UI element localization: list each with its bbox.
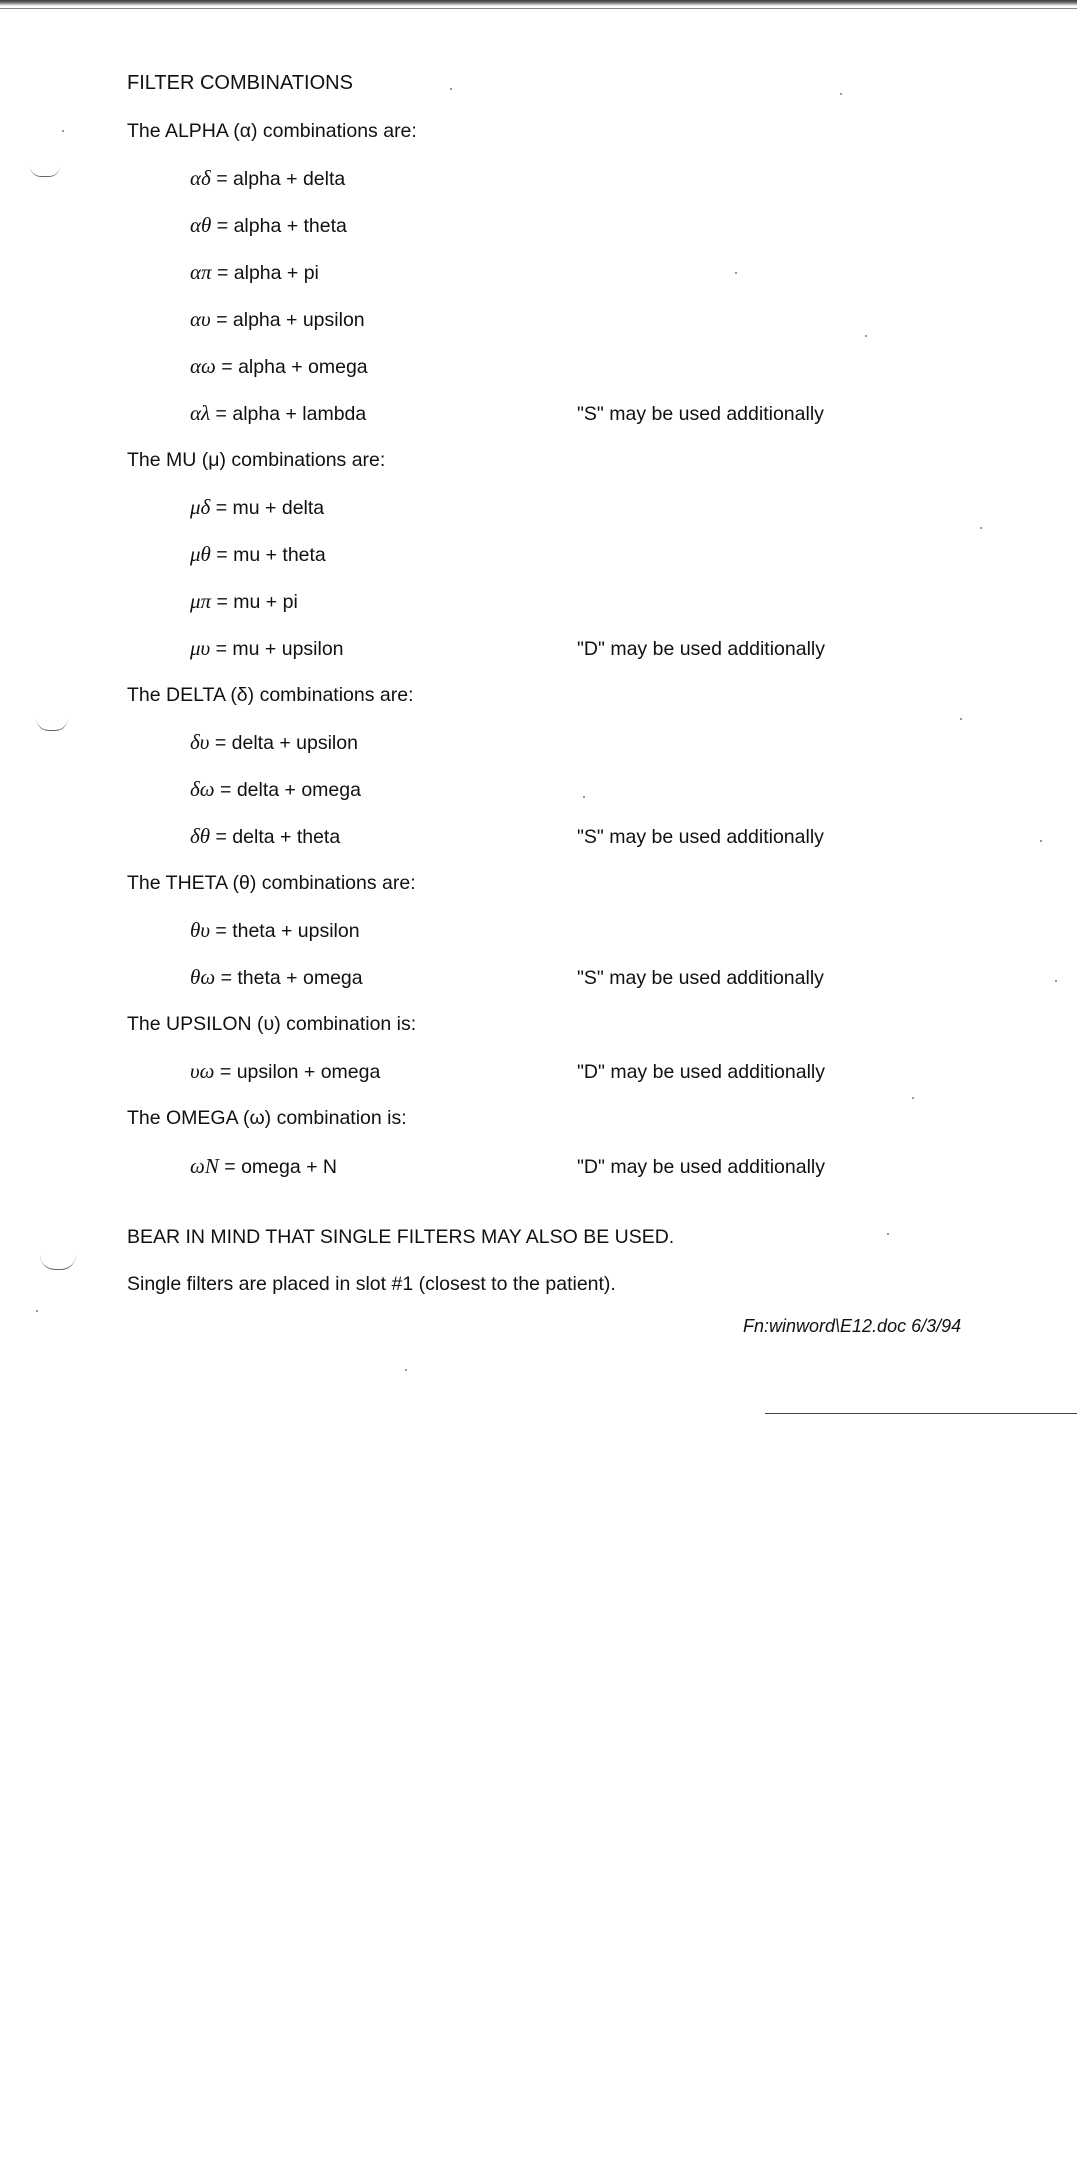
reminder-text: BEAR IN MIND THAT SINGLE FILTERS MAY ALSO BE USED. <box>127 1226 675 1248</box>
combo-symbol: δω <box>190 777 215 801</box>
section-heading-delta: The DELTA (δ) combinations are: <box>127 684 414 706</box>
file-reference-footer: Fn:winword\E12.doc 6/3/94 <box>743 1316 962 1336</box>
combo-text: = alpha + theta <box>216 215 347 237</box>
section-heading-omega: The OMEGA (ω) combination is: <box>127 1107 407 1129</box>
section-heading-alpha: The ALPHA (α) combinations are: <box>127 120 417 142</box>
combo-symbol: αυ <box>190 307 211 331</box>
combo-line <box>190 636 344 661</box>
additional-note: "D" may be used additionally <box>577 1061 825 1083</box>
combo-text: = alpha + lambda <box>215 403 367 425</box>
combo-text: = delta + upsilon <box>214 732 358 754</box>
scan-speck <box>735 272 737 274</box>
combo-text: = alpha + pi <box>216 262 319 284</box>
combo-symbol: θω <box>190 965 216 989</box>
combo-text: = alpha + delta <box>216 168 346 190</box>
additional-note: "S" may be used additionally <box>577 403 824 425</box>
combo-line <box>190 824 340 849</box>
additional-note: "D" may be used additionally <box>577 1156 825 1178</box>
combo-symbol: αλ <box>190 401 211 425</box>
combo-line <box>190 730 358 755</box>
combo-text: = omega + N <box>224 1156 337 1178</box>
single-filter-note: Single filters are placed in slot #1 (closest to the patient). <box>127 1273 616 1295</box>
combo-line <box>190 965 363 990</box>
combo-text: = theta + omega <box>220 967 363 989</box>
combo-line <box>190 918 360 943</box>
combo-symbol: μπ <box>190 589 212 613</box>
scan-speck <box>912 1097 914 1099</box>
scan-speck <box>887 1233 889 1235</box>
scan-speck <box>1055 980 1057 982</box>
combo-text: = delta + theta <box>215 826 341 848</box>
combo-symbol: απ <box>190 260 212 284</box>
combo-line <box>190 213 347 238</box>
section-heading-mu: The MU (μ) combinations are: <box>127 449 386 471</box>
scan-speck <box>865 335 867 337</box>
additional-note: "S" may be used additionally <box>577 967 824 989</box>
combo-text: = theta + upsilon <box>215 920 360 942</box>
section-heading-upsilon: The UPSILON (υ) combination is: <box>127 1013 417 1035</box>
combo-line <box>190 401 366 426</box>
combo-symbol: αω <box>190 354 216 378</box>
combo-line <box>190 777 361 802</box>
combo-line <box>190 354 368 379</box>
combo-symbol: μδ <box>190 495 211 519</box>
section-heading-theta: The THETA (θ) combinations are: <box>127 872 416 894</box>
scan-speck <box>450 88 452 90</box>
additional-note: "S" may be used additionally <box>577 826 824 848</box>
bottom-rule <box>765 1413 1077 1414</box>
combo-text: = mu + upsilon <box>215 638 344 660</box>
scan-mark <box>40 1255 76 1270</box>
scan-top-edge <box>0 0 1077 6</box>
scan-speck <box>36 1310 38 1312</box>
scan-speck <box>1040 840 1042 842</box>
combo-symbol: υω <box>190 1059 215 1083</box>
combo-text: = alpha + upsilon <box>216 309 365 331</box>
scan-speck <box>405 1369 407 1371</box>
combo-text: = mu + pi <box>216 591 298 613</box>
scan-top-line <box>0 8 1077 9</box>
scan-mark <box>36 718 68 731</box>
combo-symbol: δυ <box>190 730 210 754</box>
combo-symbol: μθ <box>190 542 211 566</box>
scan-speck <box>960 718 962 720</box>
combo-symbol: δθ <box>190 824 211 848</box>
scan-speck <box>840 93 842 95</box>
scan-speck <box>62 130 64 132</box>
combo-line <box>190 307 365 332</box>
combo-line <box>190 589 298 614</box>
combo-text: = upsilon + omega <box>219 1061 381 1083</box>
combo-line <box>190 495 324 520</box>
combo-symbol: αθ <box>190 213 212 237</box>
combo-text: = mu + theta <box>216 544 326 566</box>
combo-symbol: θυ <box>190 918 210 942</box>
combo-text: = mu + delta <box>215 497 325 519</box>
combo-line <box>190 166 345 191</box>
combo-line <box>190 542 326 567</box>
combo-line <box>190 1059 380 1084</box>
combo-line <box>190 260 319 285</box>
scan-mark <box>30 166 60 177</box>
combo-symbol: ωN <box>190 1154 219 1178</box>
combo-symbol: μυ <box>190 636 211 660</box>
scan-speck <box>980 527 982 529</box>
combo-line <box>190 1154 337 1179</box>
scan-speck <box>583 796 585 798</box>
combo-text: = delta + omega <box>220 779 361 801</box>
combo-text: = alpha + omega <box>221 356 368 378</box>
additional-note: "D" may be used additionally <box>577 638 825 660</box>
combo-symbol: αδ <box>190 166 211 190</box>
document-title: FILTER COMBINATIONS <box>127 72 353 94</box>
